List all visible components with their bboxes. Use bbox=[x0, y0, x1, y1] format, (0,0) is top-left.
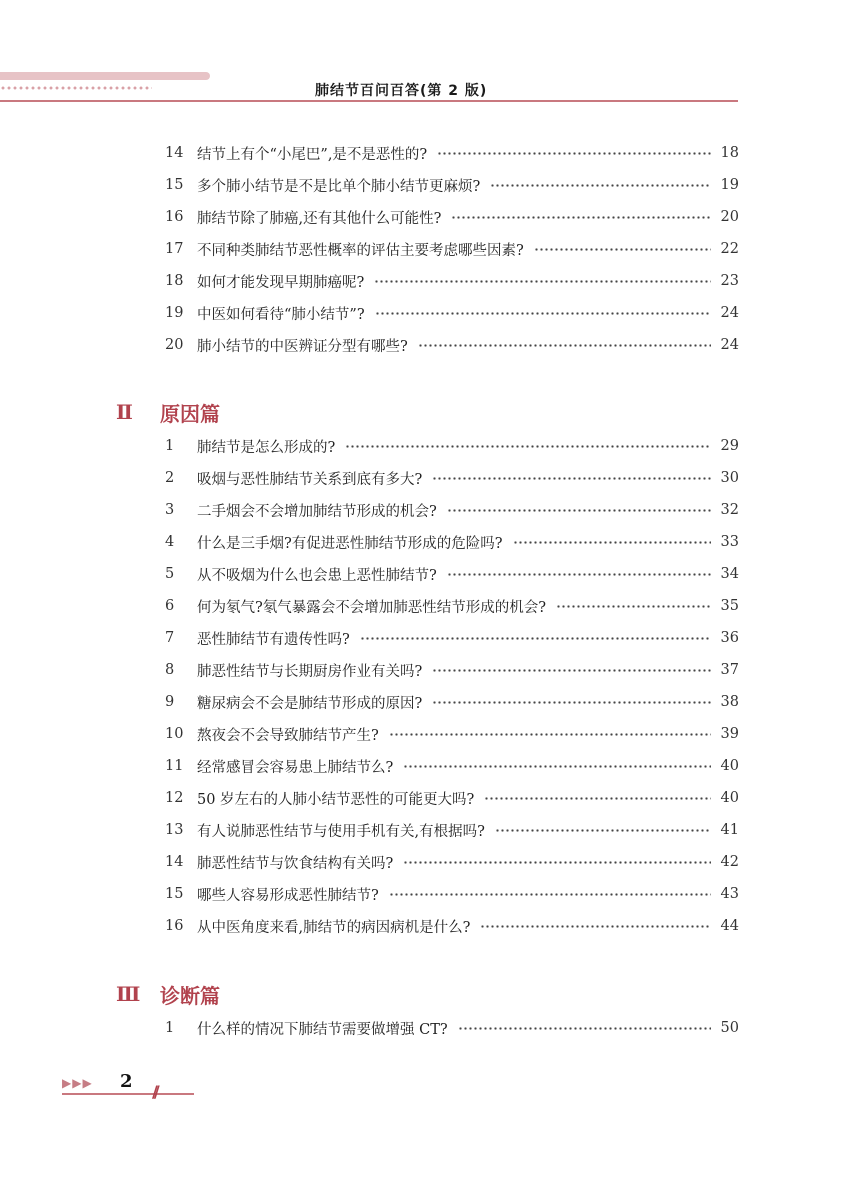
entry-title: 恶性肺结节有遗传性吗? bbox=[197, 631, 350, 648]
entry-title: 50 岁左右的人肺小结节恶性的可能更大吗? bbox=[197, 791, 475, 808]
entry-page-number: 40 bbox=[720, 758, 739, 774]
entry-number: 11 bbox=[165, 758, 184, 774]
dot-leader bbox=[345, 445, 711, 448]
toc-entry[interactable] bbox=[165, 786, 739, 810]
dot-leader bbox=[375, 312, 711, 315]
entry-number: 14 bbox=[165, 145, 184, 161]
entry-number: 5 bbox=[165, 566, 175, 582]
entry-page-number: 29 bbox=[720, 438, 739, 454]
dot-leader bbox=[432, 669, 711, 672]
section-heading-causes bbox=[116, 397, 220, 427]
entry-number: 16 bbox=[165, 918, 184, 934]
toc-entry[interactable] bbox=[165, 882, 739, 906]
entry-title: 如何才能发现早期肺癌呢? bbox=[197, 274, 365, 291]
entry-number: 17 bbox=[165, 241, 184, 257]
dot-leader bbox=[556, 605, 711, 608]
entry-title: 吸烟与恶性肺结节关系到底有多大? bbox=[197, 471, 423, 488]
dot-leader bbox=[451, 216, 711, 219]
entry-page-number: 41 bbox=[720, 822, 739, 838]
toc-entry[interactable] bbox=[165, 530, 739, 554]
entry-number: 2 bbox=[165, 470, 175, 486]
entry-number: 7 bbox=[165, 630, 175, 646]
entry-title: 中医如何看待“肺小结节”? bbox=[197, 306, 365, 323]
dot-leader bbox=[458, 1027, 711, 1030]
entry-page-number: 22 bbox=[720, 241, 739, 257]
dot-leader bbox=[389, 893, 711, 896]
dot-leader bbox=[374, 280, 711, 283]
entry-number: 15 bbox=[165, 177, 184, 193]
dot-leader bbox=[432, 477, 711, 480]
dot-leader bbox=[480, 925, 711, 928]
header-dotted-line bbox=[0, 86, 152, 90]
toc-entry[interactable] bbox=[165, 818, 739, 842]
entry-title: 什么样的情况下肺结节需要做增强 CT? bbox=[197, 1021, 448, 1038]
dot-leader bbox=[447, 509, 711, 512]
dot-leader bbox=[432, 701, 711, 704]
dot-leader bbox=[437, 152, 711, 155]
toc-entry[interactable] bbox=[165, 562, 739, 586]
toc-entry[interactable] bbox=[165, 333, 739, 357]
dot-leader bbox=[418, 344, 711, 347]
entry-title: 肺结节除了肺癌,还有其他什么可能性? bbox=[197, 210, 442, 227]
entry-page-number: 24 bbox=[720, 337, 739, 353]
toc-entry[interactable] bbox=[165, 754, 739, 778]
entry-page-number: 23 bbox=[720, 273, 739, 289]
dot-leader bbox=[389, 733, 711, 736]
entry-number: 20 bbox=[165, 337, 184, 353]
entry-number: 1 bbox=[165, 1020, 175, 1036]
entry-title: 肺结节是怎么形成的? bbox=[197, 439, 336, 456]
dot-leader bbox=[447, 573, 711, 576]
entry-title: 肺恶性结节与饮食结构有关吗? bbox=[197, 855, 394, 872]
toc-entry[interactable] bbox=[165, 141, 739, 165]
dot-leader bbox=[495, 829, 711, 832]
section-numeral: Ⅲ bbox=[116, 982, 141, 1006]
entry-number: 3 bbox=[165, 502, 175, 518]
toc-entry[interactable] bbox=[165, 434, 739, 458]
entry-page-number: 33 bbox=[720, 534, 739, 550]
toc-entry[interactable] bbox=[165, 626, 739, 650]
toc-entry[interactable] bbox=[165, 269, 739, 293]
entry-title: 经常感冒会容易患上肺结节么? bbox=[197, 759, 394, 776]
entry-page-number: 43 bbox=[720, 886, 739, 902]
toc-entry[interactable] bbox=[165, 205, 739, 229]
toc-entry[interactable] bbox=[165, 850, 739, 874]
toc-entry[interactable] bbox=[165, 173, 739, 197]
toc-entry[interactable] bbox=[165, 722, 739, 746]
entry-title: 熬夜会不会导致肺结节产生? bbox=[197, 727, 379, 744]
entry-page-number: 40 bbox=[720, 790, 739, 806]
footer-slash-marks-icon: // bbox=[152, 1082, 156, 1101]
running-header-title: 肺结节百问百答(第 2 版) bbox=[315, 83, 488, 99]
entry-number: 10 bbox=[165, 726, 184, 742]
footer-rule bbox=[62, 1093, 194, 1095]
entry-number: 13 bbox=[165, 822, 184, 838]
entry-title: 肺恶性结节与长期厨房作业有关吗? bbox=[197, 663, 423, 680]
toc-entry[interactable] bbox=[165, 466, 739, 490]
entry-page-number: 44 bbox=[720, 918, 739, 934]
entry-page-number: 32 bbox=[720, 502, 739, 518]
entry-page-number: 39 bbox=[720, 726, 739, 742]
entry-number: 9 bbox=[165, 694, 175, 710]
header-decoration-bar bbox=[0, 72, 210, 80]
toc-entry[interactable] bbox=[165, 690, 739, 714]
entry-number: 18 bbox=[165, 273, 184, 289]
toc-entry[interactable] bbox=[165, 1016, 739, 1040]
entry-number: 4 bbox=[165, 534, 175, 550]
entry-page-number: 50 bbox=[720, 1020, 739, 1036]
entry-number: 6 bbox=[165, 598, 175, 614]
entry-page-number: 38 bbox=[720, 694, 739, 710]
entry-page-number: 18 bbox=[720, 145, 739, 161]
toc-entry[interactable] bbox=[165, 237, 739, 261]
toc-entry[interactable] bbox=[165, 301, 739, 325]
entry-page-number: 36 bbox=[720, 630, 739, 646]
entry-title: 什么是三手烟?有促进恶性肺结节形成的危险吗? bbox=[197, 535, 503, 552]
entry-page-number: 19 bbox=[720, 177, 739, 193]
toc-entry[interactable] bbox=[165, 914, 739, 938]
entry-title: 不同种类肺结节恶性概率的评估主要考虑哪些因素? bbox=[197, 242, 524, 259]
entry-number: 15 bbox=[165, 886, 184, 902]
section-numeral: Ⅱ bbox=[116, 400, 133, 424]
entry-page-number: 24 bbox=[720, 305, 739, 321]
entry-title: 二手烟会不会增加肺结节形成的机会? bbox=[197, 503, 437, 520]
entry-number: 19 bbox=[165, 305, 184, 321]
entry-number: 8 bbox=[165, 662, 175, 678]
dot-leader bbox=[484, 797, 711, 800]
entry-number: 16 bbox=[165, 209, 184, 225]
entry-page-number: 34 bbox=[720, 566, 739, 582]
dot-leader bbox=[403, 765, 711, 768]
entry-title: 多个肺小结节是不是比单个肺小结节更麻烦? bbox=[197, 178, 481, 195]
entry-page-number: 30 bbox=[720, 470, 739, 486]
entry-title: 哪些人容易形成恶性肺结节? bbox=[197, 887, 379, 904]
entry-title: 有人说肺恶性结节与使用手机有关,有根据吗? bbox=[197, 823, 485, 840]
toc-entry[interactable] bbox=[165, 658, 739, 682]
entry-title: 从不吸烟为什么也会患上恶性肺结节? bbox=[197, 567, 437, 584]
entry-page-number: 37 bbox=[720, 662, 739, 678]
dot-leader bbox=[513, 541, 711, 544]
section-heading-diagnosis bbox=[116, 979, 220, 1009]
entry-title: 从中医角度来看,肺结节的病因病机是什么? bbox=[197, 919, 471, 936]
entry-page-number: 35 bbox=[720, 598, 739, 614]
entry-title: 肺小结节的中医辨证分型有哪些? bbox=[197, 338, 408, 355]
section-title: 原因篇 bbox=[160, 401, 220, 426]
dot-leader bbox=[534, 248, 711, 251]
section-title: 诊断篇 bbox=[160, 983, 220, 1008]
entry-page-number: 42 bbox=[720, 854, 739, 870]
entry-page-number: 20 bbox=[720, 209, 739, 225]
page-number: 2 bbox=[120, 1071, 133, 1092]
entry-title: 何为氡气?氡气暴露会不会增加肺恶性结节形成的机会? bbox=[197, 599, 547, 616]
dot-leader bbox=[403, 861, 711, 864]
toc-entry[interactable] bbox=[165, 594, 739, 618]
entry-number: 12 bbox=[165, 790, 184, 806]
dot-leader bbox=[490, 184, 711, 187]
entry-number: 14 bbox=[165, 854, 184, 870]
entry-title: 结节上有个“小尾巴”,是不是恶性的? bbox=[197, 146, 428, 163]
footer-arrows-icon: ▶▶▶ bbox=[62, 1076, 93, 1090]
dot-leader bbox=[360, 637, 711, 640]
entry-number: 1 bbox=[165, 438, 175, 454]
header-rule bbox=[0, 100, 738, 102]
toc-entry[interactable] bbox=[165, 498, 739, 522]
entry-title: 糖尿病会不会是肺结节形成的原因? bbox=[197, 695, 423, 712]
